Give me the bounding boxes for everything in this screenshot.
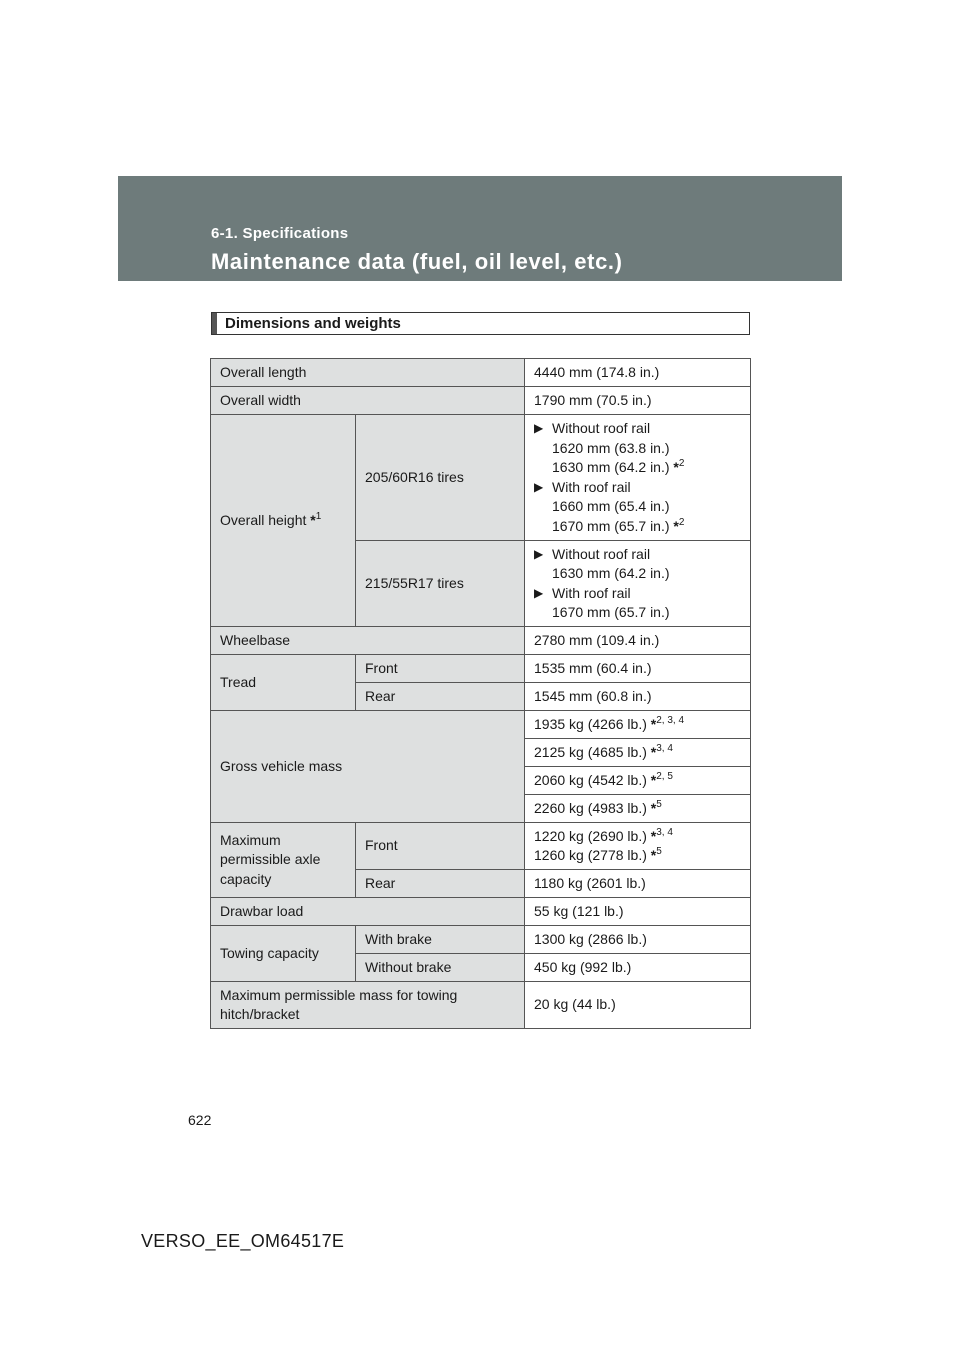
row-label: Maximum permissible axle capacity: [211, 823, 356, 898]
triangle-right-icon: ▶: [534, 421, 544, 435]
row-label: Drawbar load: [211, 898, 525, 926]
sub-label: Front: [356, 655, 525, 683]
asterisk-icon: *: [650, 743, 657, 760]
row-value: 1220 kg (2690 lb.) *$^{3, 4}$ 1260 kg (2778 lb.) *$^5$: [525, 823, 751, 870]
row-value: 1935 kg (4266 lb.) *$^{2, 3, 4}$: [525, 711, 751, 739]
tire-size-label: 205/60R16 tires: [356, 415, 525, 541]
row-label: [211, 415, 356, 627]
row-value: 450 kg (992 lb.): [525, 954, 751, 982]
header-band: [118, 176, 842, 281]
sub-label: Front: [356, 823, 525, 870]
triangle-right-icon: ▶: [534, 479, 544, 494]
subsection-marker: [212, 313, 217, 334]
footnote-ref: 2, 3, 4: [656, 714, 685, 726]
sub-label: Without brake: [356, 954, 525, 982]
footnote-ref: 1: [315, 510, 322, 522]
footnote-ref: 2: [678, 458, 685, 469]
asterisk-icon: *: [310, 511, 316, 528]
asterisk-icon: *: [650, 715, 657, 732]
sub-label: Rear: [356, 683, 525, 711]
row-value: 1790 mm (70.5 in.): [525, 387, 751, 415]
option-value: 1670 mm (65.7 in.) *$^2$: [552, 516, 685, 534]
option-value: 1630 mm (64.2 in.) *$^2$: [552, 458, 685, 475]
table-row: [211, 711, 751, 739]
option-value: 1660 mm (65.4 in.): [552, 498, 670, 514]
option-value: 1670 mm (65.7 in.): [552, 604, 670, 620]
option-label: Without roof rail: [552, 420, 651, 436]
asterisk-icon: *: [650, 799, 657, 816]
footnote-ref: 5: [656, 846, 662, 857]
row-value: 1180 kg (2601 lb.): [525, 870, 751, 898]
row-value: [525, 415, 751, 541]
row-value: 1535 mm (60.4 in.): [525, 655, 751, 683]
asterisk-icon: *: [673, 517, 679, 534]
option-value: 1630 mm (64.2 in.): [552, 565, 670, 581]
row-label: Wheelbase: [211, 627, 525, 655]
table-row: [211, 926, 751, 954]
table-row: [211, 387, 751, 415]
option-block: [534, 545, 750, 584]
footnote-ref: 2, 5: [656, 770, 673, 782]
row-label: Maximum permissible mass for towing hitch/bracket: [211, 982, 525, 1029]
row-value: 2125 kg (4685 lb.) *$^{3, 4}$: [525, 739, 751, 767]
table-row: [211, 359, 751, 387]
sub-label: Rear: [356, 870, 525, 898]
spec-table: [210, 358, 751, 1029]
option-label: Without roof rail: [552, 545, 651, 562]
asterisk-icon: *: [650, 847, 657, 863]
table-row: [211, 627, 751, 655]
table-row: [211, 415, 751, 541]
footnote-ref: 3, 4: [656, 826, 673, 838]
table-row: [211, 898, 751, 926]
option-block: [534, 478, 750, 537]
table-row: [211, 823, 751, 870]
row-value: [525, 541, 751, 627]
footnote-ref: 3, 4: [656, 742, 673, 754]
row-value: 2260 kg (4983 lb.) *$^5$: [525, 795, 751, 823]
option-label: With roof rail: [552, 584, 631, 601]
subsection-header: [211, 312, 750, 335]
table-row: [211, 655, 751, 683]
row-value: 20 kg (44 lb.): [525, 982, 751, 1029]
page-heading: Maintenance data (fuel, oil level, etc.): [211, 249, 623, 274]
option-block: [534, 419, 750, 478]
asterisk-icon: *: [650, 827, 657, 844]
tire-size-label: 215/55R17 tires: [356, 541, 525, 627]
row-value: 2060 kg (4542 lb.) *$^{2, 5}$: [525, 767, 751, 795]
row-label: Overall width: [211, 387, 525, 415]
option-label: With roof rail: [552, 478, 631, 495]
subsection-title: Dimensions and weights: [225, 315, 401, 332]
footnote-ref: 2: [678, 516, 685, 528]
footnote-ref: 5: [656, 798, 662, 810]
row-value: 1300 kg (2866 lb.): [525, 926, 751, 954]
sub-label: With brake: [356, 926, 525, 954]
overall-height-label: Overall height: [220, 511, 307, 528]
row-value: 1545 mm (60.8 in.): [525, 683, 751, 711]
option-value: 1620 mm (63.8 in.): [552, 439, 670, 456]
triangle-right-icon: ▶: [534, 585, 544, 600]
row-value: 55 kg (121 lb.): [525, 898, 751, 926]
asterisk-icon: *: [650, 771, 657, 788]
triangle-right-icon: ▶: [534, 546, 544, 561]
asterisk-icon: *: [673, 459, 679, 475]
section-label: 6-1. Specifications: [211, 225, 349, 242]
page-number: 622: [188, 1112, 212, 1128]
row-value: 4440 mm (174.8 in.): [525, 359, 751, 387]
row-label: Towing capacity: [211, 926, 356, 982]
row-label: Tread: [211, 655, 356, 711]
row-label: Gross vehicle mass: [211, 711, 525, 823]
row-value: 2780 mm (109.4 in.): [525, 627, 751, 655]
option-block: [534, 584, 750, 623]
document-code: VERSO_EE_OM64517E: [141, 1231, 345, 1251]
row-label: Overall length: [211, 359, 525, 387]
table-row: [211, 982, 751, 1029]
